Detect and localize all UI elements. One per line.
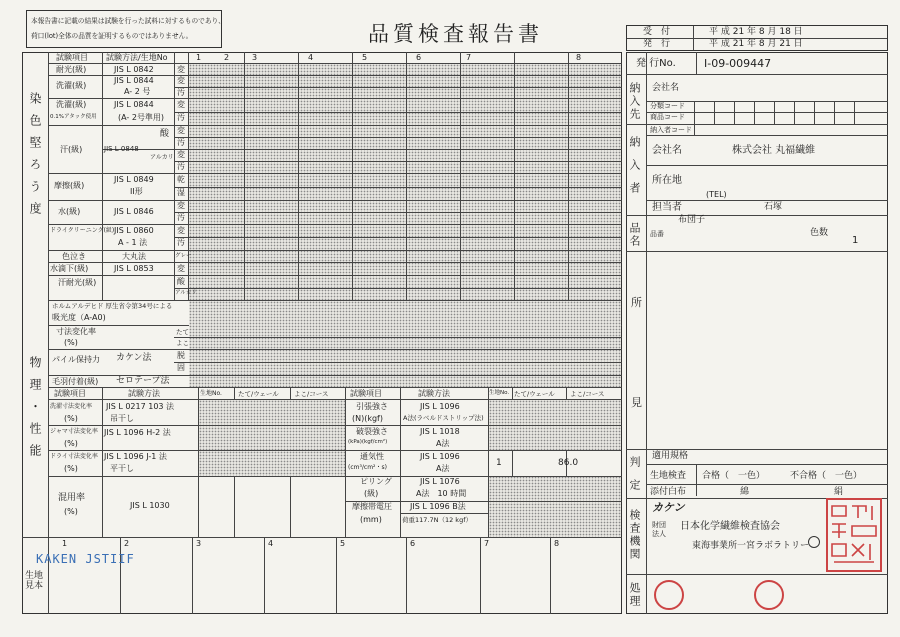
issue-no: I-09-009447 (704, 57, 772, 70)
right-item: ピリング (360, 477, 392, 486)
dye-kind: アルカリ (175, 290, 197, 296)
sample-no: 6 (410, 539, 416, 548)
right-method: JIS L 1096 B法 (410, 502, 466, 511)
dye-kind: 変 (177, 100, 185, 109)
received-date: 平 成 21 年 8 月 18 日 (709, 27, 803, 37)
handwritten-note: KAKEN JSTIIF (36, 552, 135, 566)
col-no: 2 (224, 53, 230, 62)
right-method: JIS L 1018 (420, 427, 460, 436)
right-head-no: 生地No. (489, 390, 510, 396)
dye-method-2: A- 2 号 (124, 87, 151, 96)
left-method: JIS L 1030 (130, 501, 170, 510)
judgement-label: 判定 (628, 456, 641, 502)
org-name: 日本化学繊維検査協会 (680, 521, 780, 532)
dye-note: 0.1%アタック使用 (50, 114, 97, 120)
right-method: JIS L 1096 (420, 452, 460, 461)
dye-item: 水(級) (58, 207, 81, 216)
dye-item: 汗耐光(級) (58, 278, 97, 287)
physical-section-label: 物理・性能 (28, 356, 42, 466)
org-branch: 東海事業所一宮ラボラトリー (692, 541, 810, 551)
col-no: 5 (362, 53, 368, 62)
dye-method: JIS L 0846 (114, 207, 154, 216)
col-no: 8 (576, 53, 582, 62)
right-method: JIS L 1096 (420, 402, 460, 411)
dye-method: JIS L 0844 (114, 100, 154, 109)
fluff-label: 毛羽付着(級) (52, 377, 99, 386)
dye-head-method: 試験方法/生地No (106, 53, 168, 62)
dye-method: JIS L 0848 (104, 145, 139, 153)
dim-dir-warp: たて (176, 328, 189, 336)
left-method-2: 吊干し (110, 414, 134, 423)
right-unit: (級) (364, 489, 379, 498)
fluff-method: セロテープ法 (116, 376, 170, 386)
col-no: 4 (308, 53, 314, 62)
seal-stamp (826, 498, 882, 572)
dye-kind: 汚 (177, 213, 185, 222)
sample-no: 8 (554, 539, 560, 548)
pass-text: 合格（ 一色） (702, 471, 766, 481)
dye-kind: 酸 (177, 277, 185, 286)
dye-method: JIS L 0860 (114, 226, 154, 235)
left-head-item: 試験項目 (54, 389, 86, 398)
notice-box (26, 10, 225, 48)
dye-kind: 変 (177, 264, 185, 273)
right-unit: (cm³/cm²・s) (348, 464, 387, 471)
right-result-grid-2 (489, 476, 621, 537)
dye-alkali: アルカリ (150, 154, 174, 161)
raw-inspection-label: 生地検査 (650, 471, 687, 481)
dye-kind: 変 (177, 126, 185, 135)
left-method: JIS L 1096 H-2 法 (104, 428, 171, 437)
dye-kind: 湿 (177, 188, 185, 197)
airflow-value: 86.0 (558, 458, 579, 468)
dye-method: JIS L 0849 (114, 175, 154, 184)
notice-line-1: 本報告書に記載の結果は試験を行った試料に対するものであり、 (31, 17, 225, 25)
pile-kind: 固 (177, 363, 185, 372)
tel-label: (TEL) (706, 190, 727, 199)
left-unit: (%) (64, 464, 78, 473)
right-method-2: A法 (436, 464, 450, 473)
round-stamp-2 (754, 580, 784, 610)
opinion-label-2: 見 (631, 396, 642, 409)
right-head-weft: よこ/コース (570, 390, 605, 398)
round-stamp-1 (654, 580, 684, 610)
dye-item: 汗(級) (60, 145, 83, 154)
dye-kind: グレー (175, 253, 192, 259)
right-method: JIS L 1076 (420, 477, 460, 486)
dye-method-2: II形 (130, 187, 143, 196)
left-item: ドライ寸法変化率 (50, 453, 98, 460)
right-head-warp: たて/ウェール (514, 390, 555, 398)
left-unit: (%) (64, 414, 78, 423)
date-box (626, 25, 888, 51)
company-label: 会社名 (652, 83, 680, 93)
person-name: 石塚 (764, 202, 783, 212)
colors-label: 色数 (810, 228, 829, 238)
small-circle-mark (808, 536, 820, 548)
col-no: 7 (466, 53, 472, 62)
org-logo: カケン (652, 501, 685, 514)
received-label: 受 付 (643, 27, 671, 37)
dye-kind: 変 (177, 150, 185, 159)
right-method-2: A法 (436, 439, 450, 448)
dye-kind: 汚 (177, 113, 185, 122)
dye-section-label: 染色堅ろう度 (28, 92, 42, 224)
col-no: 3 (252, 53, 258, 62)
attachment-label: 添付白布 (650, 487, 687, 497)
sample-no: 2 (124, 539, 130, 548)
col-no: 6 (416, 53, 422, 62)
left-item: 洗濯寸法変化率 (50, 403, 93, 410)
dim-unit: (%) (64, 338, 78, 347)
pile-method: カケン法 (116, 353, 152, 363)
lot-label: 品番 (650, 230, 664, 238)
deliverer-code-label: 納入者コード (650, 126, 692, 134)
right-item: 引張強さ (356, 402, 388, 411)
dye-kind: 汚 (177, 238, 185, 247)
address-label: 所在地 (652, 175, 682, 186)
item-label: 品名 (628, 222, 641, 248)
sample-no: 5 (340, 539, 346, 548)
sample-no: 7 (484, 539, 490, 548)
cotton-label: 綿 (740, 487, 750, 497)
product-code-label: 商品コード (650, 113, 685, 121)
right-item: 摩擦帯電圧 (352, 502, 392, 511)
left-method: JIS L 0217 103 法 (106, 402, 175, 411)
left-head-no: 生地No. (200, 390, 222, 397)
dye-kind: 汚 (177, 88, 185, 97)
left-head-weft: よこ/コース (294, 390, 329, 398)
dye-kind: 変 (177, 65, 185, 74)
dye-method-2: (A- 2号準用) (118, 113, 165, 122)
pile-kind: 脱 (177, 351, 185, 360)
sample-no: 3 (196, 539, 202, 548)
dye-method: JIS L 0844 (114, 76, 154, 85)
right-unit: (N)(kgf) (352, 414, 383, 423)
dye-kind: 乾 (177, 175, 185, 184)
item-name: 布団子 (678, 215, 706, 225)
silk-label: 絹 (834, 487, 844, 497)
left-head-warp: たて/ウェール (238, 390, 279, 398)
right-method-2: 荷重117.7N（12 kgf） (402, 516, 472, 524)
person-label: 担当者 (652, 202, 682, 213)
sample-no: 4 (268, 539, 274, 548)
delivery-label: 納入先 (628, 82, 641, 121)
dye-item: 洗濯(級) (56, 81, 87, 90)
col-no: 1 (196, 53, 202, 62)
dye-result-grid (189, 64, 621, 300)
dye-item: 摩擦(級) (54, 181, 85, 190)
right-item: 通気性 (360, 452, 384, 461)
deliverer-company-label: 会社名 (652, 145, 682, 156)
company-name: 株式会社 丸福繊維 (732, 145, 816, 156)
dye-item: 耐光(級) (56, 65, 87, 74)
dye-head-item: 試験項目 (56, 53, 88, 62)
dye-method: 大丸法 (122, 252, 146, 261)
dye-kind: 変 (177, 201, 185, 210)
org-prefix-1: 財団 (652, 521, 666, 529)
right-head-item: 試験項目 (350, 389, 382, 398)
page-title: 品質検査報告書 (368, 22, 543, 46)
absorbance-label: 吸光度（A-A0) (52, 313, 106, 322)
left-method-2: 平干し (110, 464, 134, 473)
dye-method: JIS L 0853 (114, 264, 154, 273)
fail-text: 不合格（ 一色） (790, 471, 863, 481)
dye-kind: 変 (177, 76, 185, 85)
handling-label: 処理 (628, 582, 641, 608)
issued-label: 発 行 (643, 39, 671, 49)
dye-item: 洗濯(級) (56, 100, 87, 109)
opinion-label-1: 所 (631, 296, 642, 309)
dye-acid: 酸 (160, 129, 170, 139)
dim-change-label: 寸法変化率 (56, 327, 96, 336)
right-head-method: 試験方法 (418, 389, 450, 398)
left-unit: (%) (64, 439, 78, 448)
org-prefix-2: 法人 (652, 530, 666, 538)
left-item: ジャマ寸法変化率 (50, 428, 98, 435)
dye-item: ドライクリーニング(級) (50, 227, 115, 234)
pile-label: パイル保持力 (52, 355, 100, 364)
dye-kind: 変 (177, 226, 185, 235)
dist-code-label: 分類コード (650, 102, 685, 110)
left-result-grid (199, 400, 345, 476)
sample-label: 生地見本 (25, 571, 44, 591)
airflow-fabric-no: 1 (496, 458, 502, 468)
right-method-2: A法(ラベルドストリップ法) (403, 414, 484, 422)
issue-no-label: 発 行No. (636, 58, 676, 69)
colors-value: 1 (852, 235, 859, 246)
dye-method: JIS L 0842 (114, 65, 154, 74)
left-method: JIS L 1096 J-1 法 (104, 452, 167, 461)
standard-label: 適用規格 (652, 451, 689, 461)
dye-kind: 汚 (177, 138, 185, 147)
deliverer-label: 納入者 (628, 136, 641, 205)
formaldehyde-label: ホルムアルデヒド 厚生省令第34号による (52, 302, 173, 310)
sample-no: 1 (62, 539, 68, 548)
left-head-method: 試験方法 (128, 389, 160, 398)
dye-kind: 汚 (177, 162, 185, 171)
inspector-label: 検査機関 (628, 509, 641, 561)
right-unit: (mm) (360, 515, 382, 524)
right-unit: (kPa)(kgf/cm²) (348, 439, 388, 445)
dye-method-2: A - 1 法 (118, 238, 148, 247)
dye-item: 色泣き (62, 252, 86, 261)
dim-dir-weft: よこ (176, 339, 189, 347)
issued-date: 平 成 21 年 8 月 21 日 (709, 39, 803, 49)
left-item: 混用率 (58, 493, 86, 503)
dye-item: 水滴下(級) (50, 264, 89, 273)
right-item: 破裂強さ (356, 427, 388, 436)
notice-line-2: 荷口(lot)全体の品質を証明するものではありません。 (31, 32, 193, 40)
right-method-2: A法 10 時間 (416, 489, 467, 498)
left-unit: (%) (64, 507, 78, 516)
